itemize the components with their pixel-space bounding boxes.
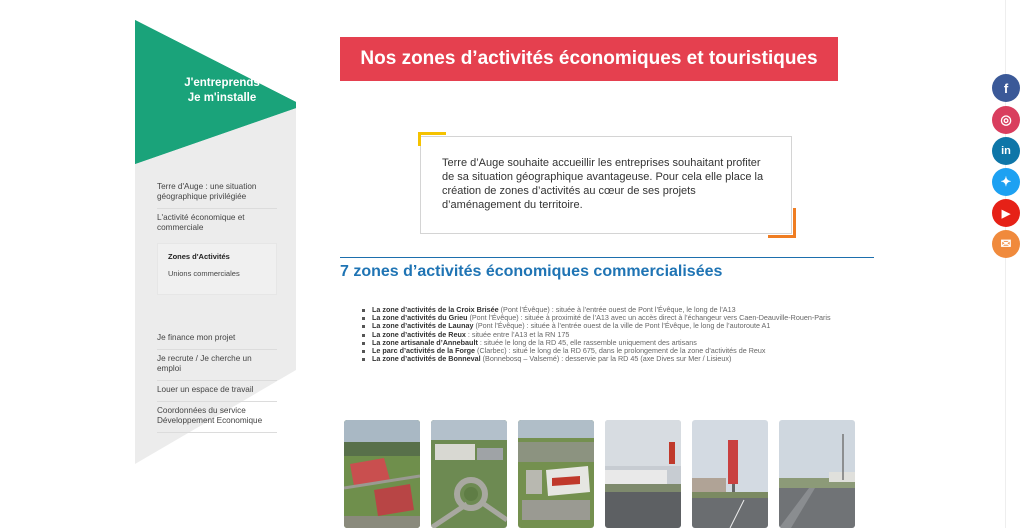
zone-name: La zone d’activités de Bonneval xyxy=(372,354,481,364)
zone-photo-street-1[interactable] xyxy=(605,420,681,528)
zone-desc: (Bonnebosq – Valsemé) : desservie par la RD 45 (axe Dives sur Mer / Lisieux) xyxy=(480,354,732,364)
zone-desc: : située entre l’A13 et la RN 175 xyxy=(465,329,570,339)
zone-photo-aerial-2[interactable] xyxy=(431,420,507,528)
page-title: Nos zones d’activités économiques et touristiques xyxy=(340,37,838,81)
zone-desc: (Pont l’Évêque) : située à l’entrée ouest de Pont l’Évêque, le long de l’A13 xyxy=(498,305,736,314)
sidebar-item-coordonnees[interactable]: Coordonnées du service Développement Economique xyxy=(157,402,277,433)
intro-box xyxy=(418,132,796,238)
corner-decoration-yellow xyxy=(418,132,446,146)
sidebar-heading[interactable] xyxy=(147,76,297,106)
youtube-icon[interactable]: ▶ xyxy=(992,199,1020,227)
sidebar-subitem-unions[interactable]: Unions commerciales xyxy=(168,269,240,278)
sidebar-title-line2: Je m'installe xyxy=(187,92,257,104)
zones-list xyxy=(362,306,882,363)
section-divider xyxy=(340,257,874,258)
zone-desc: (Pont l’Évêque) : située à l’entrée ouest de la ville de Pont l’Évêque, le long de l’autoroute A1 xyxy=(473,321,771,331)
sidebar-item-activite[interactable]: L'activité économique et commerciale xyxy=(157,213,245,232)
zone-name: La zone d’activités du Grieu xyxy=(372,313,468,323)
zone-name: La zone d’activités de Reux xyxy=(372,329,466,339)
sidebar-item-louer[interactable]: Louer un espace de travail xyxy=(157,381,277,402)
corner-decoration-orange xyxy=(768,208,796,238)
sidebar-subitem-zones[interactable]: Zones d'Activités xyxy=(168,252,230,261)
sidebar-item-recrute[interactable]: Je recrute / Je cherche un emploi xyxy=(157,350,277,381)
zone-photo-aerial-1[interactable] xyxy=(344,420,420,528)
instagram-icon[interactable]: ◎ xyxy=(992,106,1020,134)
email-icon[interactable]: ✉ xyxy=(992,230,1020,258)
zone-desc: (Clarbec) : situé le long de la RD 675, dans le prolongement de la zone d’activités de Reux xyxy=(475,346,766,356)
sidebar-item-situation[interactable]: Terre d'Auge : une situation géographique privilégiée xyxy=(157,178,277,209)
zone-photo-street-2[interactable] xyxy=(692,420,768,528)
sidebar-title-line1: J'entreprends xyxy=(184,77,260,89)
zone-name: La zone artisanale d’Annebault xyxy=(372,337,478,347)
linkedin-icon[interactable]: in xyxy=(992,137,1020,165)
intro-text: Terre d’Auge souhaite accueillir les entreprises souhaitant profiter de sa situation géographique avantageuse. Pour cela elle place la création de zones d’activités au cœur de ses projets d’aménagement du territoire. xyxy=(442,157,764,211)
zone-photo-aerial-3[interactable] xyxy=(518,420,594,528)
zone-desc: (Pont l’Évêque) : située à proximité de l’A13 avec un accès direct à l’échangeur vers Caen-Deauville-Rouen-Paris xyxy=(467,313,831,323)
zone-item xyxy=(362,355,882,363)
sidebar xyxy=(135,20,296,464)
zone-name: La zone d’activités de la Croix Brisée xyxy=(372,305,499,314)
zone-desc: : située le long de la RD 45, elle rassemble uniquement des artisans xyxy=(477,337,697,347)
facebook-icon[interactable]: f xyxy=(992,74,1020,102)
zone-photo-street-3[interactable] xyxy=(779,420,855,528)
sidebar-submenu xyxy=(157,243,277,295)
twitter-icon[interactable]: ✦ xyxy=(992,168,1020,196)
sidebar-nav xyxy=(157,178,277,433)
zone-name: La zone d’activités de Launay xyxy=(372,321,474,331)
section-title: 7 zones d’activités économiques commercialisées xyxy=(340,263,723,280)
sidebar-item-finance[interactable]: Je finance mon projet xyxy=(157,329,277,350)
zone-name: Le parc d’activités de la Forge xyxy=(372,346,476,356)
